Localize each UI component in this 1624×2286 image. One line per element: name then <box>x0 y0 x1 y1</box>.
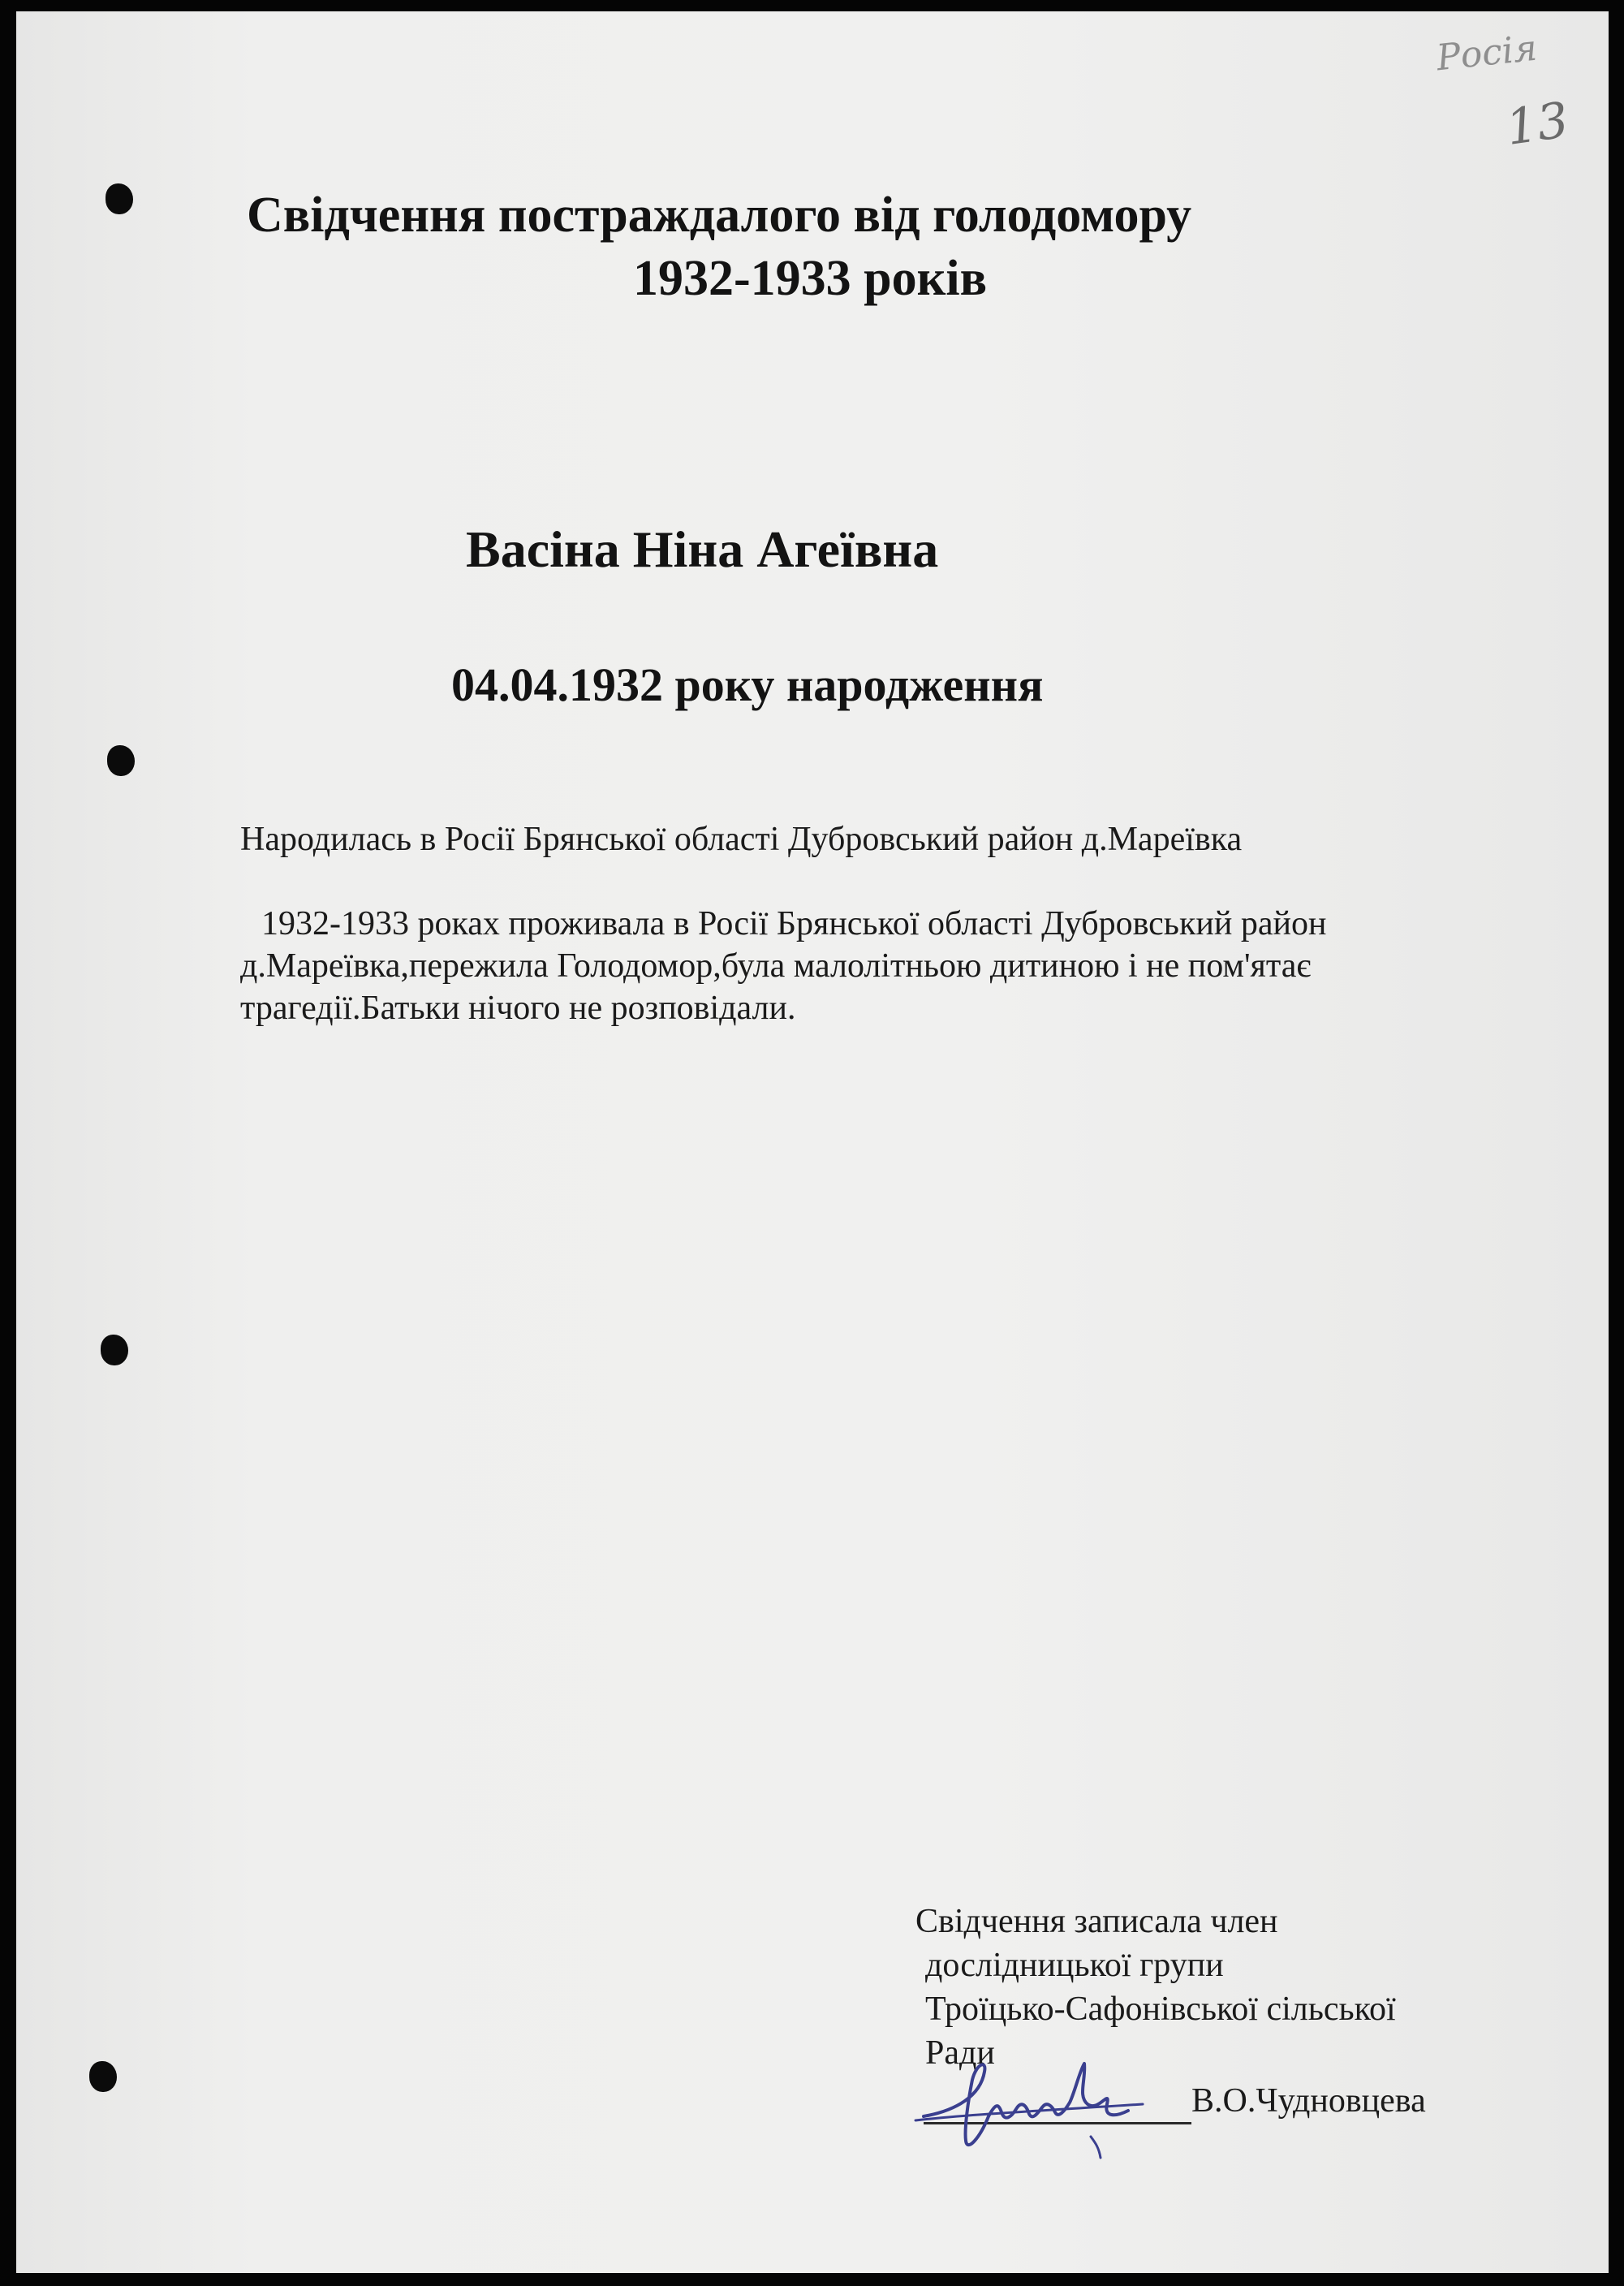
person-name: Васіна Ніна Агеївна <box>466 520 939 578</box>
paragraph-testimony <box>240 903 1326 1029</box>
recorder-line-4: Ради <box>925 2034 995 2072</box>
punch-hole <box>106 183 133 214</box>
archive-number: 13 <box>1502 92 1572 157</box>
testimony-line-2: д.Мареївка,пережила Голодомор,була малолітньою дитиною і не пом'ятає <box>240 947 1312 985</box>
birth-date: 04.04.1932 року народження <box>451 658 1044 711</box>
punch-hole <box>89 2061 117 2092</box>
title-line-2: 1932-1933 років <box>633 251 988 306</box>
handwritten-signature <box>907 2039 1151 2161</box>
document-title <box>227 183 1282 310</box>
punch-hole <box>101 1335 128 1365</box>
punch-hole <box>107 745 135 776</box>
recorder-line-3: Троїцько-Сафонівської сільської <box>925 1991 1396 2028</box>
paragraph-birthplace: Народилась в Росії Брянської області Дубровський район д.Мареївка <box>240 821 1243 858</box>
recorder-line-1: Свідчення записала член <box>915 1903 1278 1940</box>
title-line-1: Свідчення постраждалого від голодомору <box>247 188 1192 243</box>
archive-note: Росія <box>1434 27 1540 80</box>
testimony-line-1: 1932-1933 роках проживала в Росії Брянської області Дубровський район <box>261 905 1327 942</box>
recorder-name: В.О.Чудновцева <box>1191 2082 1426 2120</box>
testimony-line-3: трагедії.Батьки нічого не розповідали. <box>240 990 796 1027</box>
recorder-line-2: дослідницької групи <box>925 1947 1224 1984</box>
